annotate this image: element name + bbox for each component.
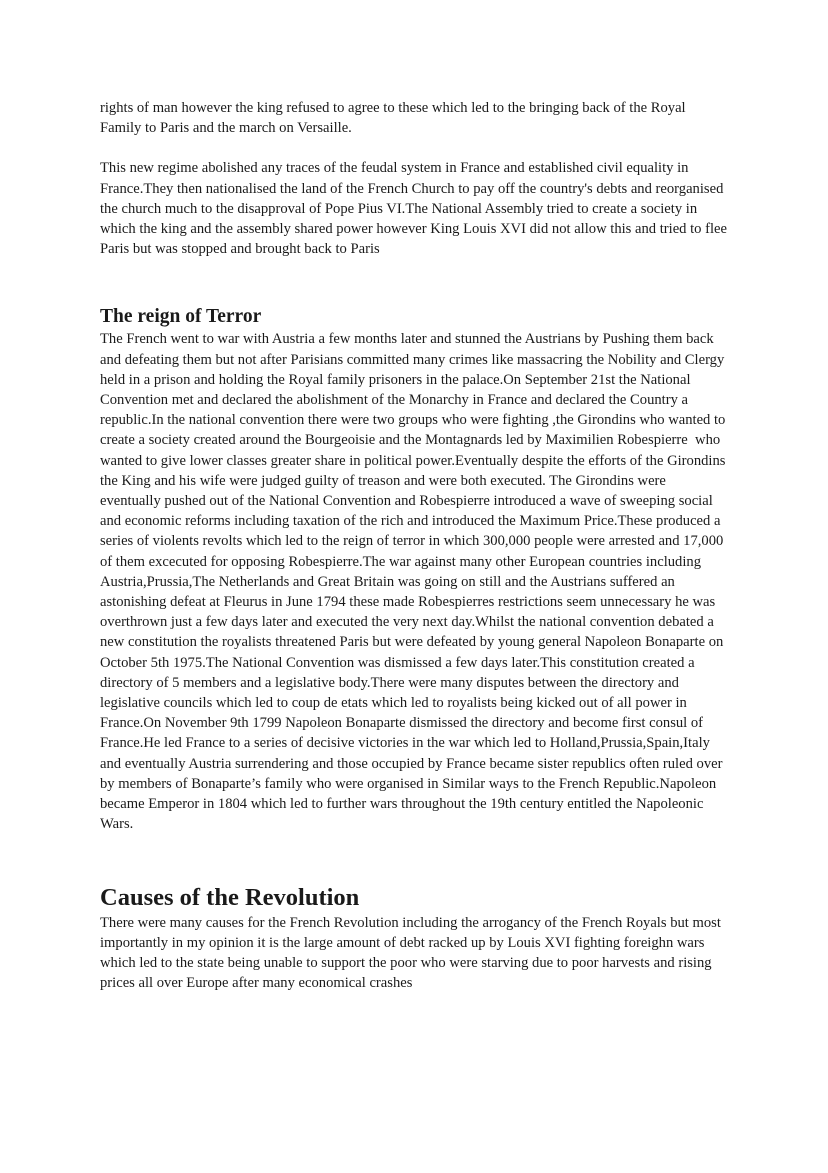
intro-paragraph-1: rights of man however the king refused to agree to these which led to the bringing back of the Royal Family to Paris and the march on Versaille. — [100, 100, 690, 137]
causes-heading: Causes of the Revolution — [100, 883, 360, 911]
causes-body: There were many causes for the French Revolution including the arrogancy of the French Royals but most importantly in my opinion it is the large amount of debt racked up by Louis XVI fighting foreighn wars which led to the state being unable to support the poor who were starving due to poor harvests and rising prices all over Europe after many economical crashes — [100, 914, 725, 992]
reign-of-terror-heading: The reign of Terror — [100, 306, 262, 328]
reign-of-terror-body: The French went to war with Austria a few months later and stunned the Austrians by Pushing them back and defeating them but not after Parisians committed many crimes like massacring the Nobility and Clergy held in a prison and holding the Royal family prisoners in the palace.On September 21st the National Convention met and declared the abolishment of the Monarchy in France and declared the Country a republic.In the national convention there were two groups who were fighting ,the Girondins who wanted to create a society created around the Bourgeoisie and the Montagnards led by Maximilien Robespierre who wanted to give lower classes greater share in political power.Eventually despite the efforts of the Girondins the King and his wife were judged guilty of treason and were both executed. The Girondins were eventually pushed out of the National Convention and Robespierre introduced a wave of sweeping social and economic reforms including taxation of the rich and introduced the Maximum Price.These produced a series of violents revolts which led to the reign of terror in which 300,000 people were arrested and 17,000 of them excecuted for opposing Robespierre.The war against many other European countries including Austria,Prussia,The Netherlands and Great Britain was going on still and the Austrians suffered an astonishing defeat at Fleurus in June 1794 these made Robespierres restrictions seem unnecessary he was overthrown just a few days later and executed the very next day.Whilst the national convention debated a new constitution the royalists threatened Paris but were defeated by young general Napoleon Bonaparte on October 5th 1975.The National Convention was dismissed a few days later.This constitution created a directory of 5 members and a legislative body.There were many disputes between the directory and legislative councils which led to coup de etats which led to royalists being kicked out of all power in France.On November 9th 1799 Napoleon Bonaparte dismissed the directory and become first consul of France.He led France to a series of decisive victories in the war which led to Holland,Prussia,Spain,Italy and eventually Austria surrendering and those occupied by France became sister republics often ruled over by members of Bonaparte’s family who were organised in Similar ways to the French Republic.Napoleon became Emperor in 1804 which led to further wars throughout the 19th century entitled the Napoleonic Wars. — [100, 331, 730, 833]
intro-paragraph-2: This new regime abolished any traces of the feudal system in France and established civil equality in France.They then nationalised the land of the French Church to pay off the country's debts and reorganised the church much to the disapproval of Pope Pius VI.The National Assembly tried to create a society in which the king and the assembly shared power however King Louis XVI did not allow this and tried to flee Paris but was stopped and brought back to Paris — [100, 160, 731, 258]
document-page — [100, 98, 730, 993]
